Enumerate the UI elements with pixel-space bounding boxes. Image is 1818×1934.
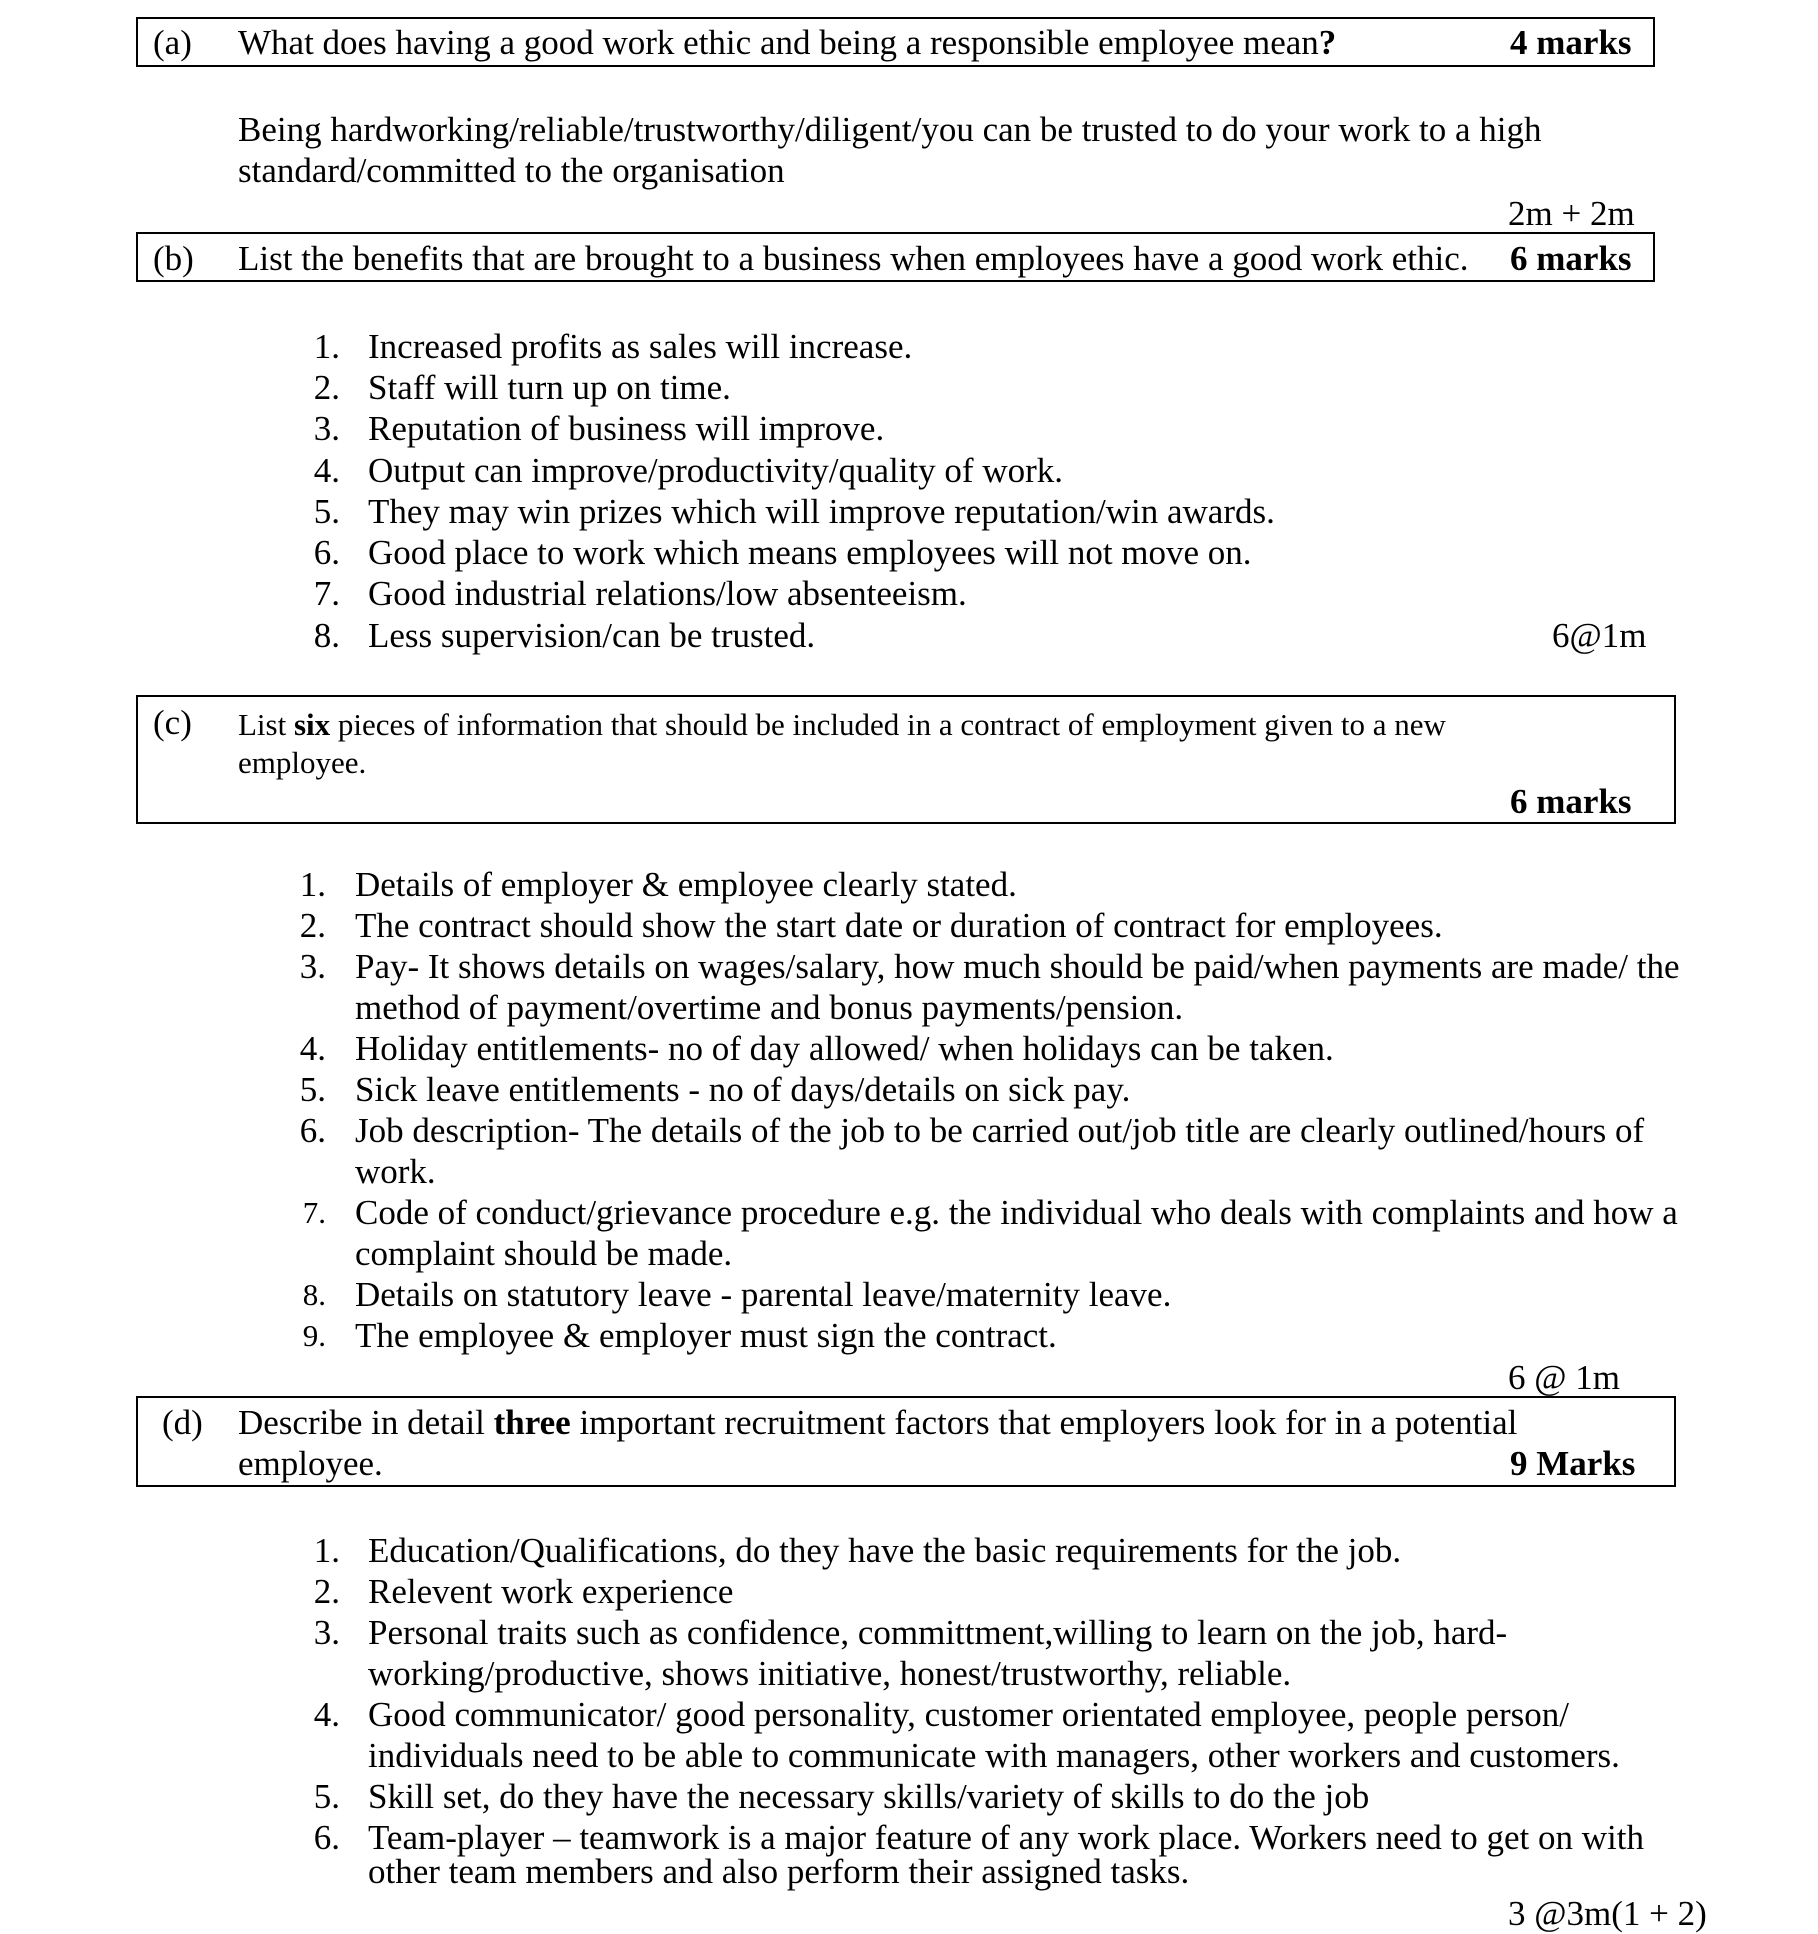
list-item-text: Reputation of business will improve. <box>368 409 885 448</box>
list-item-number: 2. <box>313 368 340 407</box>
list-item-text: Increased profits as sales will increase. <box>368 327 913 366</box>
list-item-number: 7. <box>313 574 340 613</box>
list-item-number: 4. <box>313 1695 340 1734</box>
list-item-number: 7. <box>302 1195 326 1230</box>
list-item-number: 4. <box>299 1029 326 1068</box>
list-item-text-continued: work. <box>355 1152 436 1191</box>
list-item-number: 4. <box>313 451 340 490</box>
list-item-number: 6. <box>299 1111 326 1150</box>
list-item-text: They may win prizes which will improve reputation/win awards. <box>368 492 1275 531</box>
list-item-number: 3. <box>313 1613 340 1652</box>
list-item-text: Less supervision/can be trusted. <box>368 616 816 655</box>
list-item-text: Good industrial relations/low absenteeism. <box>368 574 967 613</box>
list-item-text: Education/Qualifications, do they have the basic requirements for the job. <box>368 1531 1402 1570</box>
question-c-text-line-2: employee. <box>238 745 367 780</box>
list-item-text: The employee & employer must sign the contract. <box>355 1316 1057 1355</box>
list-item-number: 5. <box>313 1777 340 1816</box>
list-item-text-continued: working/productive, shows initiative, honest/trustworthy, reliable. <box>368 1654 1292 1693</box>
question-d-label: (d) <box>162 1403 203 1442</box>
list-item-text-continued: method of payment/overtime and bonus payments/pension. <box>355 988 1184 1027</box>
list-item-text-continued: other team members and also perform their assigned tasks. <box>368 1852 1190 1891</box>
list-item-number: 3. <box>299 947 326 986</box>
list-item-number: 1. <box>313 327 340 366</box>
list-item-number: 9. <box>302 1318 326 1353</box>
list-item-number: 1. <box>313 1531 340 1570</box>
question-a-label: (a) <box>153 23 192 62</box>
list-item-text: Good place to work which means employees will not move on. <box>368 533 1252 572</box>
question-a-answer-line-1: Being hardworking/reliable/trustworthy/diligent/you can be trusted to do your work to a high <box>238 110 1542 149</box>
list-item-text: Holiday entitlements- no of day allowed/ when holidays can be taken. <box>355 1029 1334 1068</box>
list-item-text: Team-player – teamwork is a major feature of any work place. Workers need to get on with <box>368 1818 1644 1857</box>
list-item-number: 8. <box>313 616 340 655</box>
list-item-number: 2. <box>313 1572 340 1611</box>
question-a-text: What does having a good work ethic and being a responsible employee mean? <box>238 23 1337 62</box>
question-d-text-line-2: employee. <box>238 1444 383 1483</box>
list-item-text: Staff will turn up on time. <box>368 368 731 407</box>
list-item-text-continued: individuals need to be able to communicate with managers, other workers and customers. <box>368 1736 1620 1775</box>
question-b-text: List the benefits that are brought to a business when employees have a good work ethic. <box>238 239 1469 278</box>
list-item-number: 1. <box>299 865 326 904</box>
question-d-text: Describe in detail three important recruitment factors that employers look for in a potential <box>238 1403 1518 1442</box>
list-item-number: 3. <box>313 409 340 448</box>
question-a-answer-line-2: standard/committed to the organisation <box>238 151 785 190</box>
list-item-number: 2. <box>299 906 326 945</box>
list-item-text: Sick leave entitlements - no of days/details on sick pay. <box>355 1070 1131 1109</box>
list-item-text: Job description- The details of the job to be carried out/job title are clearly outlined/hours of <box>355 1111 1645 1150</box>
list-item-number: 6. <box>313 1818 340 1857</box>
list-item-text: Good communicator/ good personality, customer orientated employee, people person/ <box>368 1695 1570 1734</box>
list-item-text: Code of conduct/grievance procedure e.g. the individual who deals with complaints and how a <box>355 1193 1678 1232</box>
list-item-number: 8. <box>302 1277 326 1312</box>
question-b-allocation: 6@1m <box>1552 616 1647 655</box>
question-c-label: (c) <box>153 703 192 742</box>
question-c-allocation: 6 @ 1m <box>1508 1358 1620 1397</box>
question-a-allocation: 2m + 2m <box>1508 194 1635 233</box>
list-item-text: The contract should show the start date or duration of contract for employees. <box>355 906 1443 945</box>
list-item-text-continued: complaint should be made. <box>355 1234 733 1273</box>
list-item-number: 5. <box>313 492 340 531</box>
question-d-marks: 9 Marks <box>1510 1444 1636 1483</box>
question-c-text: List six pieces of information that should be included in a contract of employment given to a new <box>238 707 1446 742</box>
list-item-text: Relevent work experience <box>368 1572 734 1611</box>
question-c-marks: 6 marks <box>1510 782 1632 821</box>
list-item-text: Output can improve/productivity/quality of work. <box>368 451 1064 490</box>
list-item-text: Personal traits such as confidence, committment,willing to learn on the job, hard- <box>368 1613 1508 1652</box>
question-a-marks: 4 marks <box>1510 23 1632 62</box>
list-item-text: Skill set, do they have the necessary skills/variety of skills to do the job <box>368 1777 1370 1816</box>
list-item-number: 6. <box>313 533 340 572</box>
list-item-text: Details on statutory leave - parental leave/maternity leave. <box>355 1275 1172 1314</box>
list-item-text: Details of employer & employee clearly stated. <box>355 865 1017 904</box>
question-d-allocation: 3 @3m(1 + 2) <box>1508 1894 1707 1933</box>
list-item-number: 5. <box>299 1070 326 1109</box>
question-b-label: (b) <box>153 239 194 278</box>
list-item-text: Pay- It shows details on wages/salary, how much should be paid/when payments are made/ the <box>355 947 1680 986</box>
question-b-marks: 6 marks <box>1510 239 1632 278</box>
